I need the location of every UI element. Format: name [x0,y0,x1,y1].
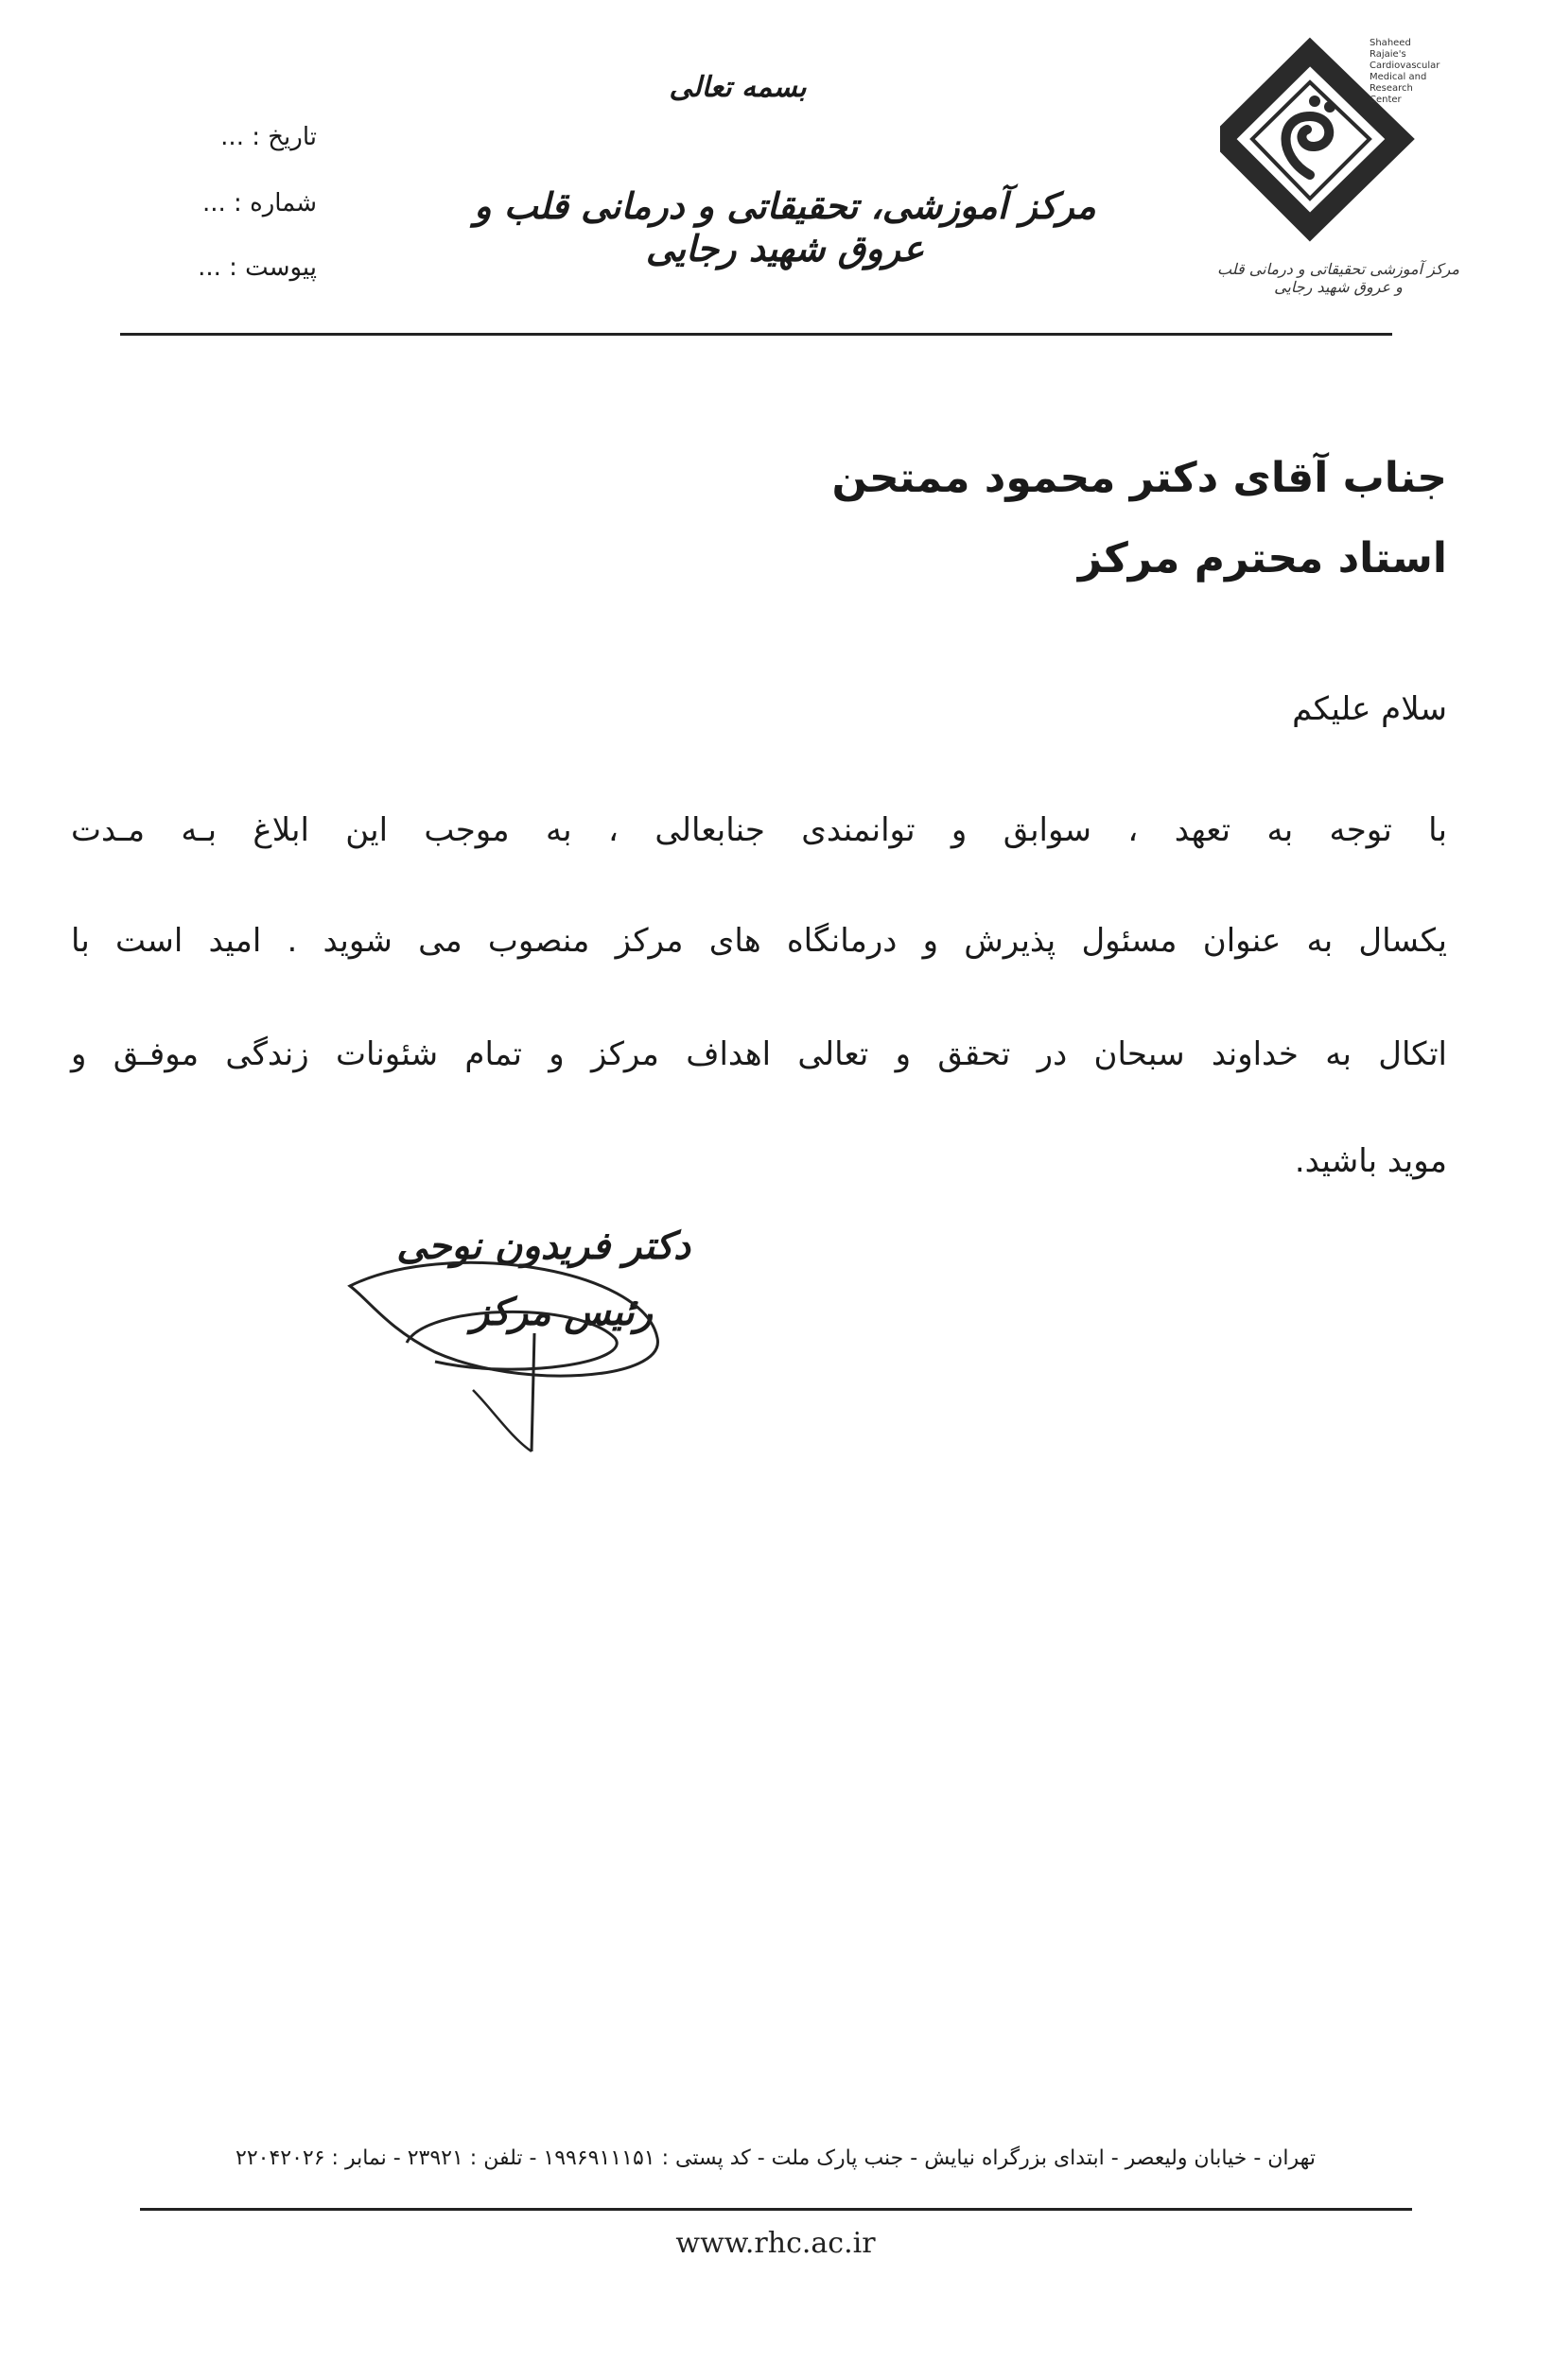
signatory-name: دکتر فریدون نوحی [396,1225,690,1268]
body-line-3: اتکال به خداوند سبحان در تحقق و تعالی اهداف مرکز و تمام شئونات زندگی موفـق و [71,1035,1447,1073]
date-field: تاریخ : ... [220,123,317,151]
greeting: سلام علیکم [1292,690,1447,728]
footer-website[interactable]: www.rhc.ac.ir [675,2227,876,2260]
center-name: مرکز آموزشی، تحقیقاتی و درمانی قلب و عروق شهید رجایی [474,184,1096,269]
signature-scribble-icon [331,1248,690,1466]
logo [1220,33,1447,251]
footer-address: تهران - خیابان ولیعصر - ابتدای بزرگراه نیایش - جنب پارک ملت - کد پستی : ۱۹۹۶۹۱۱۱۵۱ - تلفن : ۲۳۹۲۱ - نمابر : ۲۲۰۴۲۰۲۶ [236,2146,1316,2170]
footer-divider [140,2208,1412,2211]
body-line-2: یکسال به عنوان مسئول پذیرش و درمانگاه های مرکز منصوب می شوید . امید است با [71,922,1447,960]
signatory-title: رئیس مرکز [470,1291,653,1334]
attachment-field: پیوست : ... [198,253,317,282]
bismillah: بسمه تعالی [669,71,807,104]
header-divider [120,333,1392,336]
addressee-title: استاد محترم مرکز [1077,534,1447,582]
number-field: شماره : ... [202,189,317,217]
addressee-name: جناب آقای دکتر محمود ممتحن [831,454,1447,502]
body-line-1: با توجه به تعهد ، سوابق و توانمندی جنابعالی ، به موجب این ابلاغ بـه مـدت [71,811,1447,849]
body-line-4: موید باشید. [1294,1142,1447,1180]
logo-english-text: Shaheed Rajaie's Cardiovascular Medical and Research Center [1370,38,1440,105]
logo-persian-text: مرکز آموزشی تحقیقاتی و درمانی قلب و عروق شهید رجایی [1217,260,1459,296]
